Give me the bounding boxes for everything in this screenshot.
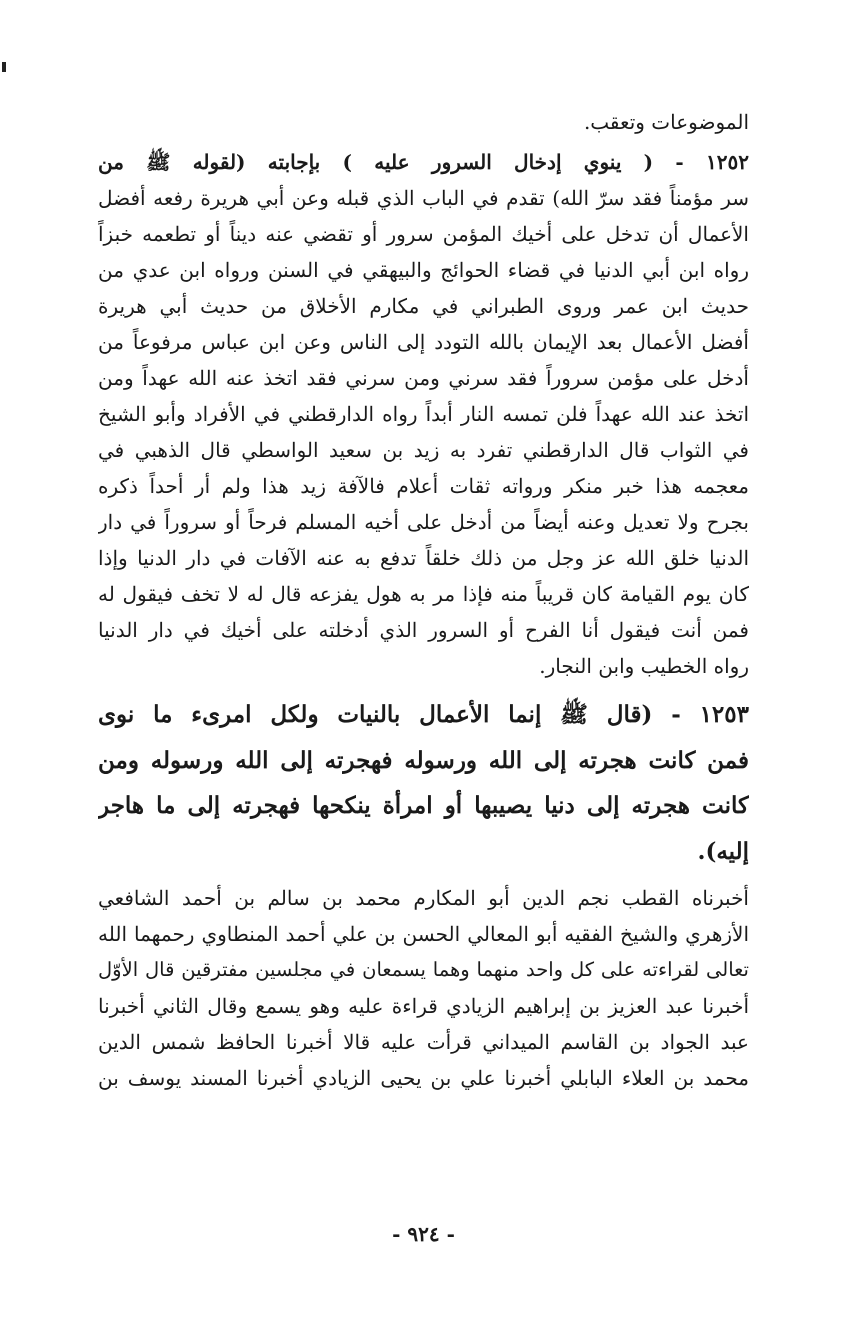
hadith-1252-line: رواه ابن أبي الدنيا في قضاء الحوائج والبيهقي في السنن ورواه ابن عدي من	[98, 258, 749, 282]
margin-mark	[2, 62, 6, 72]
isnad-line: عبد الجواد بن القاسم الميداني قرأت عليه قالا أخبرنا الحافظ شمس الدين	[98, 1030, 749, 1054]
hadith-1252-line: فمن أنت فيقول أنا الفرح أو السرور الذي أدخلته على أخيك في دار الدنيا	[98, 618, 749, 642]
hadith-1252	[98, 144, 749, 684]
hadith-1253	[98, 692, 749, 874]
isnad-line: تعالى لقراءته على كل واحد منهما وهما يسمعان في مجلسين مفترقين قال الأوّل	[98, 958, 749, 981]
hadith-1252-line: في الثواب قال الدارقطني تفرد به زيد بن سعيد الواسطي قال الذهبي في	[98, 438, 749, 462]
hadith-1252-line: الأعمال أن تدخل على أخيك المؤمن سرور أو تقضي عنه ديناً أو تطعمه خبزاً	[98, 222, 749, 246]
hadith-1253-line: إليه).	[697, 837, 749, 865]
isnad-line: أخبرنا عبد العزيز بن إبراهيم الزيادي قراءة عليه وهو يسمع وقال الثاني أخبرنا	[98, 994, 749, 1018]
isnad-line: الأزهري والشيخ الفقيه أبو المعالي الحسن بن علي أحمد المنطاوي رحمهما الله	[98, 922, 749, 946]
hadith-1252-line: حديث ابن عمر وروى الطبراني في مكارم الأخلاق من حديث أبي هريرة	[98, 294, 749, 318]
page-number: - ٩٢٤ -	[392, 1222, 455, 1246]
hadith-1252-line: سر مؤمناً فقد سرّ الله) تقدم في الباب الذي قبله وعن أبي هريرة رفعه أفضل	[98, 186, 749, 210]
hadith-1252-line: الدنيا خلق الله عز وجل من ذلك خلقاً تدفع به عنه الآفات في دار الدنيا وإذا	[98, 546, 749, 570]
isnad-paragraph	[98, 880, 749, 1096]
hadith-1252-line: بجرح ولا تعديل وعنه أيضاً من أدخل على أخيه المسلم فرحاً أو سروراً في دار	[98, 510, 749, 534]
isnad-line: محمد بن العلاء البابلي أخبرنا علي بن يحيى الزيادي أخبرنا المسند يوسف بن	[98, 1066, 749, 1090]
hadith-1252-line: أفضل الأعمال بعد الإيمان بالله التودد إلى الناس وعن ابن عباس مرفوعاً من	[98, 330, 749, 354]
isnad-line: أخبرناه القطب نجم الدين أبو المكارم محمد بن سالم بن أحمد الشافعي	[98, 886, 749, 910]
hadith-1252-line: رواه الخطيب وابن النجار.	[539, 654, 749, 678]
hadith-1252-line: اتخذ عند الله عهداً فلن تمسه النار أبداً رواه الدارقطني في الأفراد وأبو الشيخ	[98, 402, 749, 426]
hadith-1252-line: كان يوم القيامة كان قريباً منه فإذا مر به هول يفزعه قال له لا تخف فيقول له	[98, 582, 749, 606]
hadith-1252-line: ١٢٥٢ - ( ينوي إدخال السرور عليه ) بإجابته (لقوله ﷺ من	[98, 150, 749, 174]
opening-line: الموضوعات وتعقب.	[583, 110, 749, 134]
hadith-1253-line: كانت هجرته إلى دنيا يصيبها أو امرأة ينكحها فهجرته إلى ما هاجر	[98, 792, 749, 819]
hadith-1252-line: معجمه هذا خبر منكر ورواته ثقات أعلام فالآفة زيد هذا ولم أر أحداً ذكره	[98, 474, 749, 498]
hadith-1253-line: فمن كانت هجرته إلى الله ورسوله فهجرته إلى الله ورسوله ومن	[98, 746, 749, 774]
hadith-1253-line: ١٢٥٣ - (قال ﷺ إنما الأعمال بالنيات ولكل امرىء ما نوى	[98, 701, 749, 728]
hadith-1252-line: أدخل على مؤمن سروراً فقد سرني ومن سرني فقد اتخذ عنه الله عهداً ومن	[98, 366, 749, 390]
page-body	[98, 104, 749, 1096]
